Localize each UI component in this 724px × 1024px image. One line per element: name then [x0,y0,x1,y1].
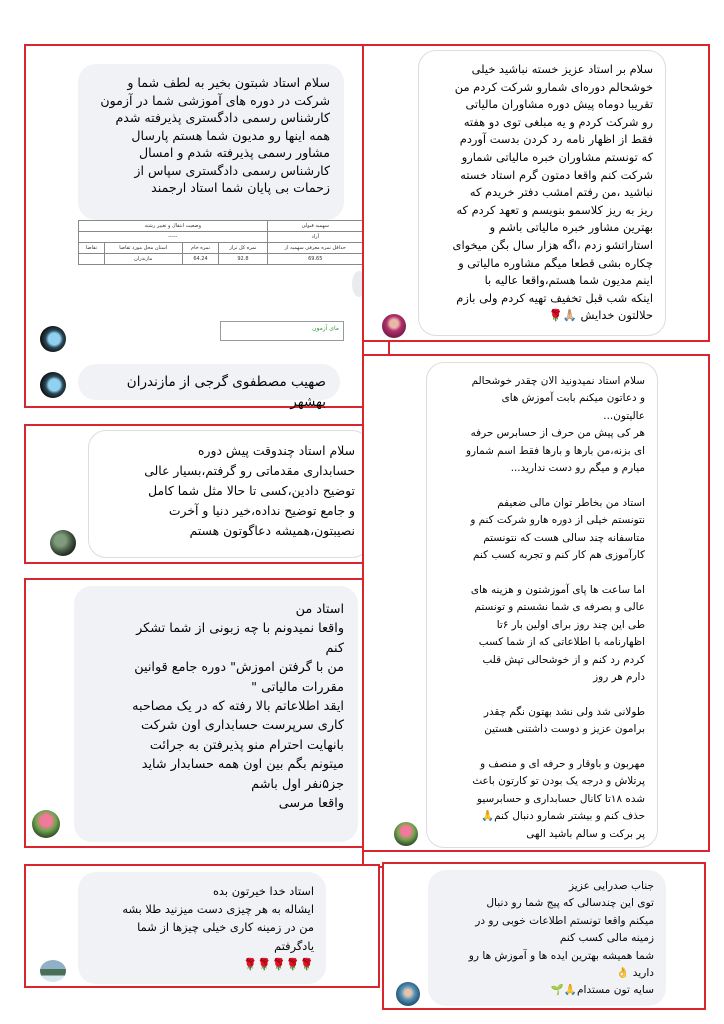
table-header: تقاضا [79,243,105,254]
table-cell: 69.65 [267,254,363,265]
user-avatar[interactable] [40,326,66,352]
testimonial-card-7 [382,862,706,1010]
message-bubble: سلام استاد چندوقت پیش دوره حسابداری مقدماتی رو گرفتم،بسیار عالی توضیح دادین،کسی تا حالا مثل شما کامل و جامع توضیح نداده،خیر دنیا و آخرت نصیبتون،همیشه دعاگوتون هستم [88,430,370,558]
testimonial-card-3 [24,424,372,564]
user-avatar[interactable] [40,372,66,398]
table-cell: 92.8 [219,254,267,265]
message-bubble: سلام بر استاد عزیز خسته نباشید خیلی خوشحالم دوره‌ای شمارو شرکت کردم من تقریبا دوماه پیش دوره مشاوران مالیاتی رو شرکت کردم و یه مبلغی توی دو هفته فقط از اظهار نامه رد کردن بدست آوردم که تونستم مشاوران خبره مالیاتی شمارو شرکت کنم واقعا دمتون گرم استاد خسته نباشید ،من رفتم امشب دفتر خریدم که ریز به ریز کلاسمو بنویسم و تعهد کردم که بهترین مشاور خبره مالیاتی باشم و استاراتشو زدم ،اگه هزار سال بگن میخوای چکاره بشی قطعا میگم مشاوره مالیاتی و اینم مدیون شما هستم،واقعا عالیه با اینکه شب قبل تخفیف تهیه کردم ولی بازم حلالتون خدایش 🙏🏼🌹 [418,50,666,336]
user-avatar[interactable] [396,982,420,1006]
exam-result-table [78,220,364,265]
table-cell: مازندران [104,254,182,265]
table-header: سهمیه قبولی [267,221,363,232]
table-header: نمره کل تراز [219,243,267,254]
table-header: حداقل نمره معرفی سهمیه از [267,243,363,254]
table-cell [79,254,105,265]
testimonial-card-2 [362,44,710,342]
message-bubble: جناب صدرایی عزیز توی این چندسالی که پیج شما رو دنبال میکنم واقعا تونستم اطلاعات خوبی رو در زمینه مالی کسب کنم شما همیشه بهترین ایده ها و آموزش ها رو دارید 👌 سایه تون مستدام🙏🌱 [428,870,666,1006]
testimonial-card-4 [362,354,710,852]
signature-bubble: صهیب مصطفوی گرجی از مازندران بهشهر [78,364,340,400]
user-avatar[interactable] [394,822,418,846]
user-avatar[interactable] [40,960,66,982]
table-cell: ----- [79,232,268,243]
message-bubble: سلام استاد شبتون بخیر به لطف شما و شرکت در دوره های آموزشی شما در آزمون کارشناس رسمی دادگستری پذیرفته شدم همه اینها رو مدیون شما هستم پارسال مشاور رسمی پذیرفته شدم و امسال کارشناس رسمی دادگستری سپاس از زحمات بی پایان شما استاد ارجمند [78,64,344,220]
table-cell: 64.24 [182,254,219,265]
testimonial-card-1 [24,44,364,408]
user-avatar[interactable] [32,810,60,838]
table-cell: آزاد [267,232,363,243]
message-bubble: استاد من واقعا نمیدونم با چه زبونی از شما تشکر کنم من با گرفتن اموزش" دوره جامع قوانین مقررات مالیاتی " ایقد اطلاعاتم بالا رفته که در یک مصاحبه کاری سرپرست حسابداری اون شرکت بانهایت احترام منو پذیرفتن به جرائت میتونم بگم بین اون همه حسابدار شاید جز۵نفر اول باشم واقعا مرسی [74,586,358,842]
message-bubble: استاد خدا خیرتون بده ایشاله به هر چیزی دست میزنید طلا بشه من در زمینه کاری خیلی چیزها از شما یادگرفتم 🌹🌹🌹🌹🌹 [78,872,326,984]
table-header: وضعیت انتقال و تغییر رشته [79,221,268,232]
message-bubble: سلام استاد نمیدونید الان چقدر خوشحالم و دعاتون میکنم بابت آموزش های عالیتون... هر کی پیش من حرف از حسابرس حرفه ای بزنه،من بارها و بارها فقط اسم شمارو میارم و میگم رو دست ندارید... استاد من بخاطر توان مالی ضعیفم نتونستم خیلی از دوره هارو شرکت کنم و متاسفانه چند سالی هست که نتونستم کارآموزی هم کار کنم و تجربه کسب کنم اما ساعت ها پای آموزشتون و هزینه های عالی و بصرفه ی شما نشستم و تونستم طی این چند روز برای اولین بار ۶تا اظهارنامه با اطلاعاتی که از شما کسب کردم رد کنم و از خوشحالی تپش قلب دارم هر روز طولانی شد ولی نشد بهتون نگم چقدر برامون عزیز و دوست داشتنی هستین مهربون و باوقار و حرفه ای و منصف و پرتلاش و درجه یک بودن تو کارتون باعث شده ۱۸تا کانال حسابداری و حسابرسیو حذف کنم و بیشتر شمارو دنبال کنم🙏 پر برکت و سالم باشید الهی [426,362,658,848]
table-header: استان محل مورد تقاضا [104,243,182,254]
user-avatar[interactable] [382,314,406,338]
testimonial-card-6 [24,864,380,988]
user-avatar[interactable] [50,530,76,556]
testimonial-card-5 [24,578,364,848]
table-header: نمره خام [182,243,219,254]
exam-field: مای آزمون [220,321,344,341]
